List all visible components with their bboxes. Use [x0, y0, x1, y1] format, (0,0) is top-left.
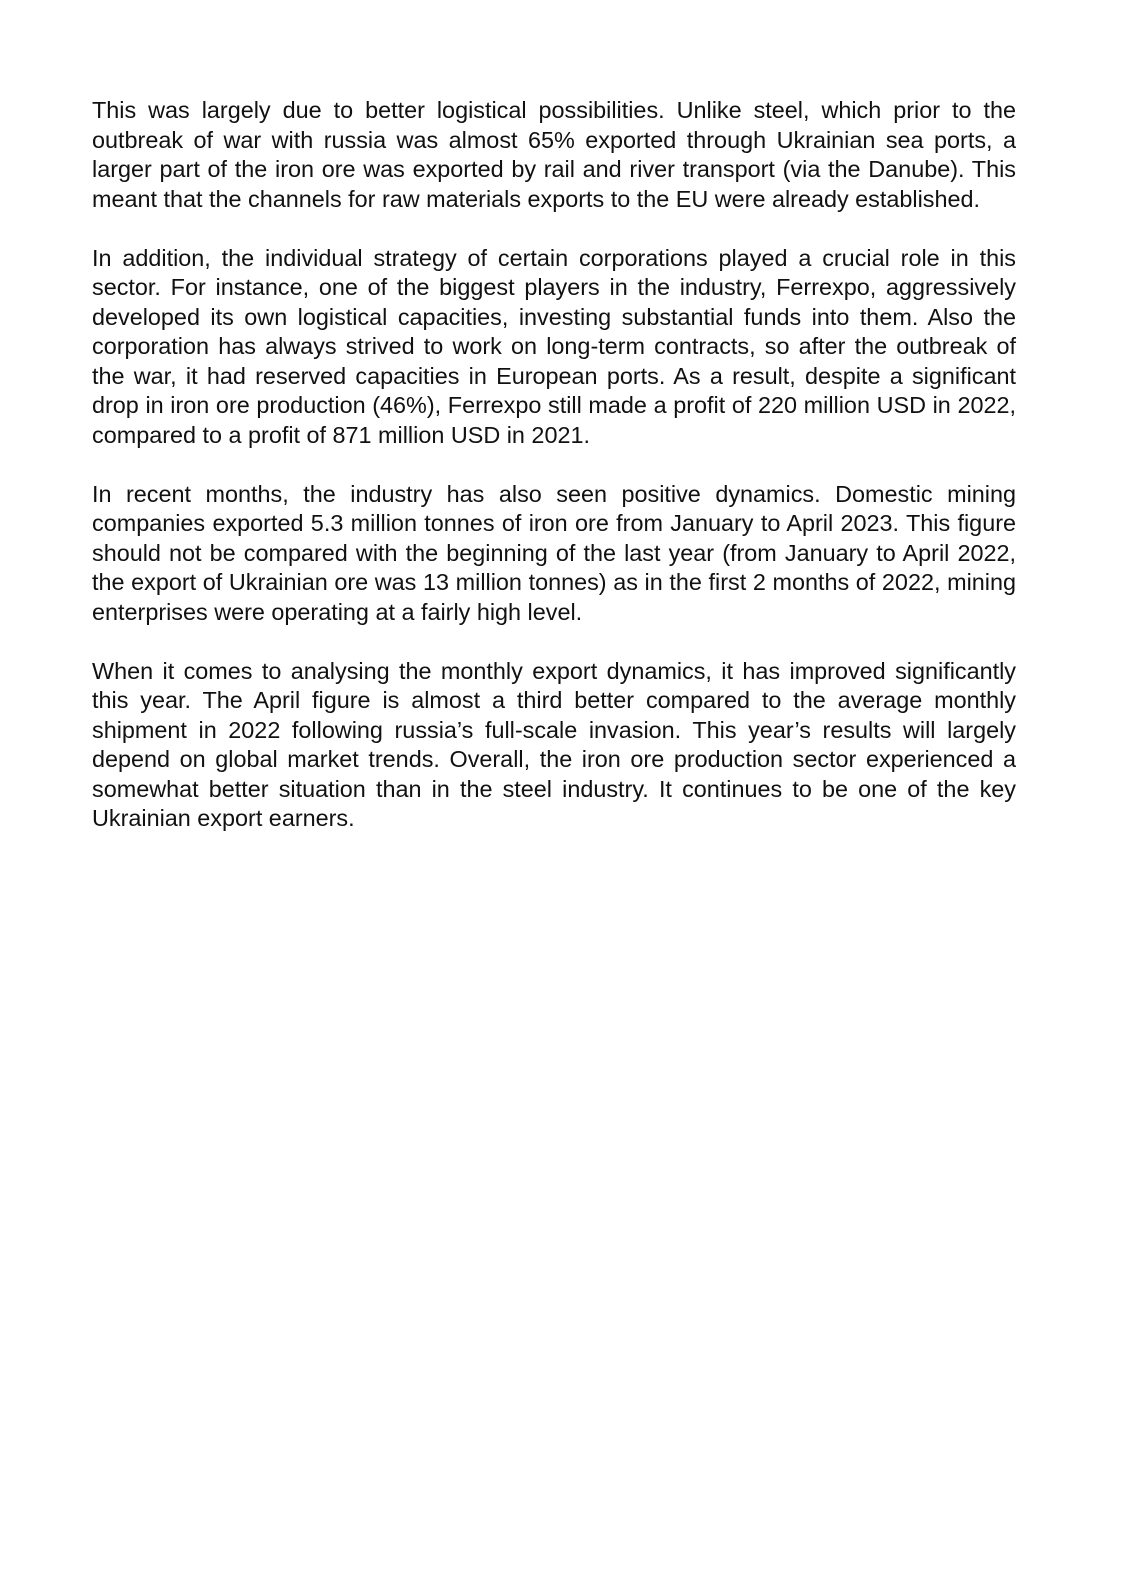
paragraph-monthly-export: When it comes to analysing the monthly export dynamics, it has improved significantly this year. The April figure is almost a third better compared to the average monthly shipment in 2022 following russia’s full-scale invasion. This year’s results will largely depend on global market trends. Overall, the iron ore production sector experienced a somewhat better situation than in the steel industry. It continues to be one of the key Ukrainian export earners. — [92, 657, 1016, 831]
paragraph-recent-dynamics: In recent months, the industry has also seen positive dynamics. Domestic mining companies exported 5.3 million tonnes of iron ore from January to April 2023. This figure should not be compared with the beginning of the last year (from January to April 2022, the export of Ukrainian ore was 13 million tonnes) as in the first 2 months of 2022, mining enterprises were operating at a fairly high level. — [92, 480, 1016, 625]
document-body — [92, 96, 1016, 863]
paragraph-ferrexpo-strategy: In addition, the individual strategy of certain corporations played a crucial role in this sector. For instance, one of the biggest players in the industry, Ferrexpo, aggressively developed its own logistical capacities, investing substantial funds into them. Also the corporation has always strived to work on long-term contracts, so after the outbreak of the war, it had reserved capacities in European ports. As a result, despite a significant drop in iron ore production (46%), Ferrexpo still made a profit of 220 million USD in 2022, compared to a profit of 871 million USD in 2021. — [92, 244, 1016, 448]
paragraph-logistics: This was largely due to better logistical possibilities. Unlike steel, which prior to the outbreak of war with russia was almost 65% exported through Ukrainian sea ports, a larger part of the iron ore was exported by rail and river transport (via the Danube). This meant that the channels for raw materials exports to the EU were already established. — [92, 97, 1016, 212]
